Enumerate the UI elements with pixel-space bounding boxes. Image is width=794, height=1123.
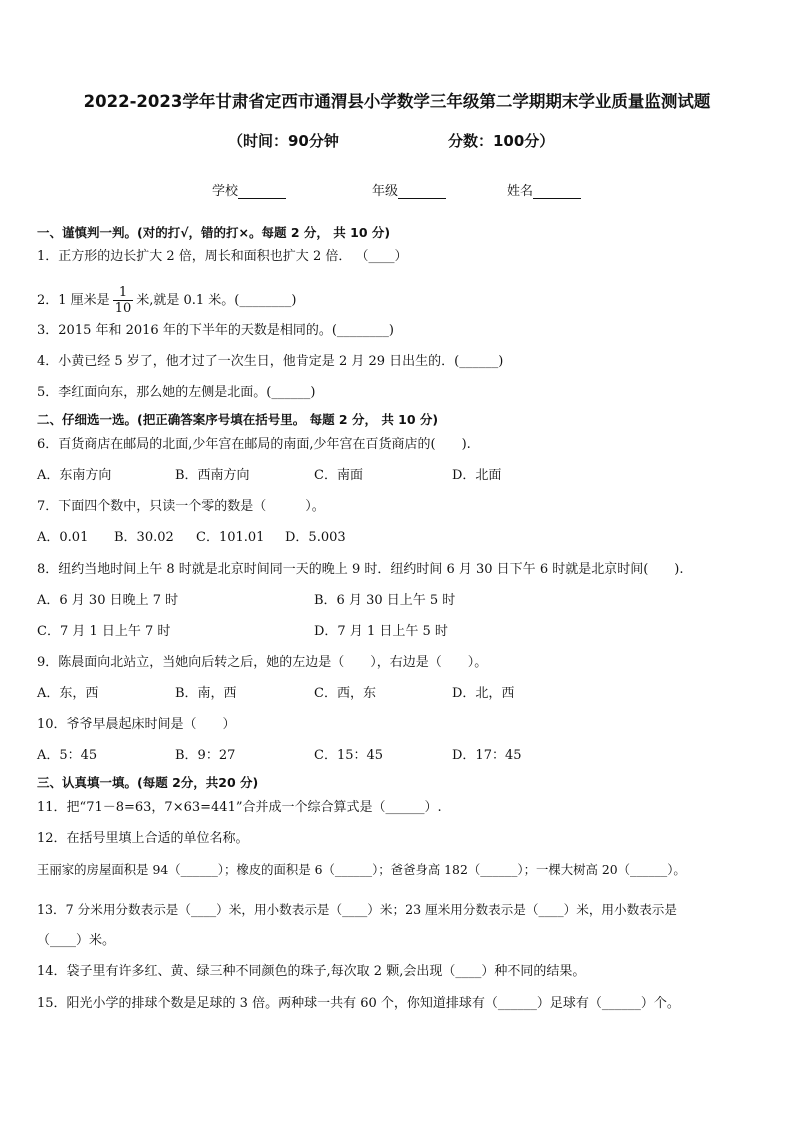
q9-option-c[interactable]: C．西，东 — [314, 686, 376, 701]
section-2-heading: 二、仔细选一选。(把正确答案序号填在括号里。 每题 2 分， 共 10 分) — [37, 412, 439, 427]
name-blank[interactable] — [533, 185, 581, 199]
question-2 — [37, 284, 296, 318]
q10-option-d[interactable]: D．17：45 — [452, 748, 522, 763]
exam-time: （时间：90分钟 — [228, 132, 339, 150]
grade-field — [372, 180, 446, 199]
question-9: 9．陈晨面向北站立，当她向后转之后，她的左边是（ ），右边是（ ）。 — [37, 655, 488, 670]
q7-option-d[interactable]: D．5.003 — [285, 530, 346, 545]
name-label: 姓名 — [507, 184, 534, 199]
q10-option-c[interactable]: C．15：45 — [314, 748, 384, 763]
question-15: 15．阳光小学的排球个数是足球的 3 倍。两种球一共有 60 个，你知道排球有（______）足球有（______）个。 — [37, 996, 680, 1011]
question-2-after: 米,就是 0.1 米。(________) — [136, 293, 297, 308]
q9-option-a[interactable]: A．东，西 — [37, 686, 99, 701]
exam-score: 分数：100分） — [448, 132, 555, 150]
school-blank[interactable] — [238, 185, 286, 199]
school-label: 学校 — [212, 184, 239, 199]
fraction-numerator: 1 — [113, 285, 134, 301]
section-1-heading: 一、谨慎判一判。(对的打√，错的打×。每题 2 分， 共 10 分) — [37, 225, 391, 240]
question-12: 12．在括号里填上合适的单位名称。 — [37, 831, 249, 846]
grade-blank[interactable] — [398, 185, 446, 199]
q6-option-c[interactable]: C．南面 — [314, 468, 363, 483]
q8-option-c[interactable]: C．7 月 1 日上午 7 时 — [37, 624, 171, 639]
fraction-denominator: 10 — [114, 301, 132, 316]
q8-option-d[interactable]: D．7 月 1 日上午 5 时 — [314, 624, 448, 639]
q6-option-a[interactable]: A．东南方向 — [37, 468, 112, 483]
question-8: 8．纽约当地时间上午 8 时就是北京时间同一天的晚上 9 时．纽约时间 6 月 30 日下午 6 时就是北京时间( ). — [37, 562, 684, 577]
question-12-line: 王丽家的房屋面积是 94（______）；橡皮的面积是 6（______）；爸爸身高 182（______）；一棵大树高 20（______）。 — [37, 862, 686, 877]
fraction — [113, 285, 134, 316]
page-title: 2022-2023学年甘肃省定西市通渭县小学数学三年级第二学期期末学业质量监测试题 — [83, 92, 711, 111]
question-5: 5．李红面向东，那么她的左侧是北面。(______) — [37, 385, 316, 400]
question-13-line-2: （____）米。 — [37, 933, 116, 948]
q8-option-b[interactable]: B．6 月 30 日上午 5 时 — [314, 593, 456, 608]
question-3: 3．2015 年和 2016 年的下半年的天数是相同的。(________) — [37, 323, 394, 338]
question-6: 6．百货商店在邮局的北面,少年宫在邮局的南面,少年宫在百货商店的( ). — [37, 437, 471, 452]
question-2-before: 2．1 厘米是 — [37, 293, 110, 308]
q9-option-d[interactable]: D．北，西 — [452, 686, 515, 701]
question-13-line-1: 13．7 分米用分数表示是（____）米，用小数表示是（____）米；23 厘米用分数表示是（____）米，用小数表示是 — [37, 902, 677, 917]
question-14: 14．袋子里有许多红、黄、绿三种不同颜色的珠子,每次取 2 颗,会出现（____）种不同的结果。 — [37, 964, 586, 979]
name-field — [507, 180, 581, 199]
q7-option-c[interactable]: C．101.01 — [196, 530, 265, 545]
q6-option-d[interactable]: D．北面 — [452, 468, 502, 483]
q10-option-b[interactable]: B．9：27 — [175, 748, 236, 763]
question-11: 11．把“71－8=63，7×63=441”合并成一个综合算式是（______）. — [37, 800, 442, 815]
grade-label: 年级 — [372, 184, 399, 199]
q6-option-b[interactable]: B．西南方向 — [175, 468, 250, 483]
question-10: 10．爷爷早晨起床时间是（ ） — [37, 717, 236, 732]
question-4: 4．小黄已经 5 岁了，他才过了一次生日，他肯定是 2 月 29 日出生的．(______) — [37, 354, 504, 369]
q9-option-b[interactable]: B．南，西 — [175, 686, 237, 701]
q7-option-a[interactable]: A．0.01 — [37, 530, 89, 545]
question-7: 7．下面四个数中，只读一个零的数是（ ）。 — [37, 499, 325, 514]
section-3-heading: 三、认真填一填。(每题 2分，共20 分) — [37, 775, 259, 790]
q10-option-a[interactable]: A．5：45 — [37, 748, 98, 763]
q7-option-b[interactable]: B．30.02 — [114, 530, 174, 545]
school-field — [212, 180, 286, 199]
question-1: 1．正方形的边长扩大 2 倍，周长和面积也扩大 2 倍． （____） — [37, 249, 408, 264]
q8-option-a[interactable]: A．6 月 30 日晚上 7 时 — [37, 593, 179, 608]
